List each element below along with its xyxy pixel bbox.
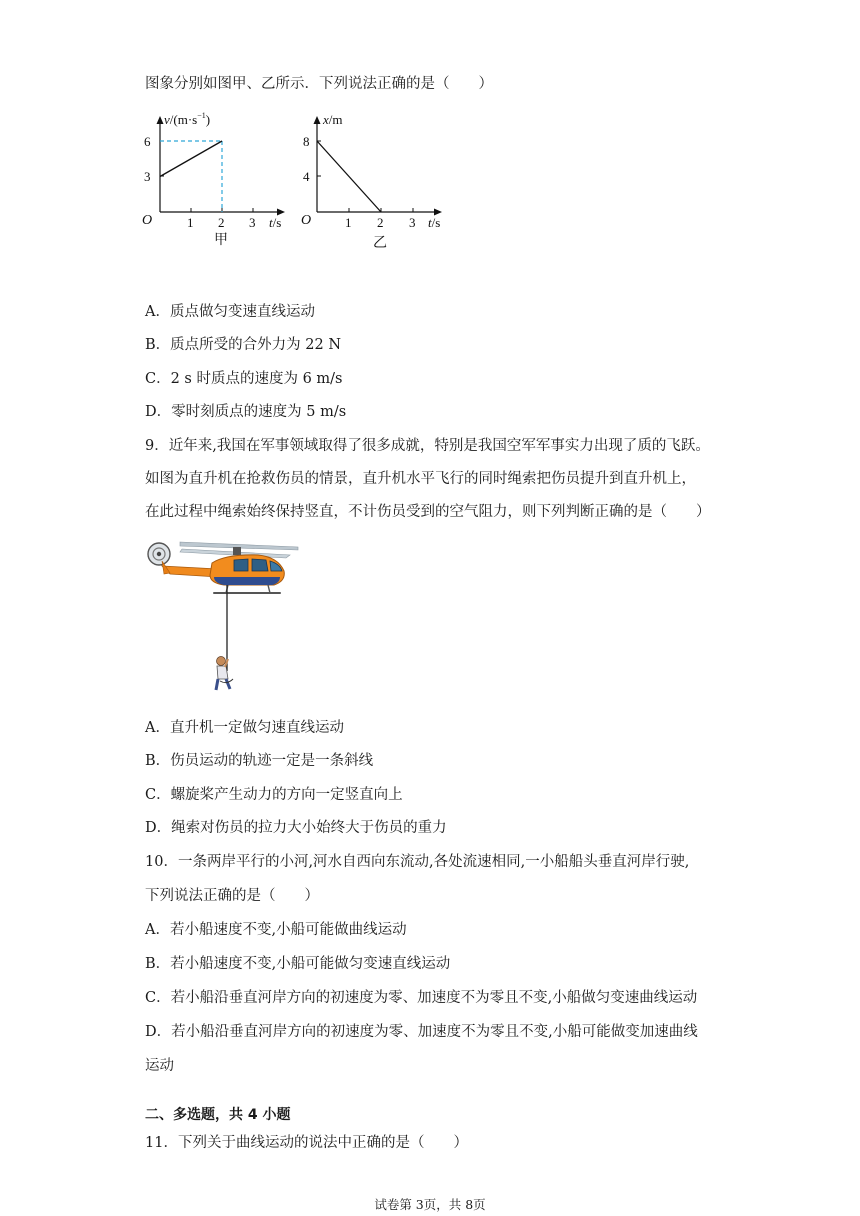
jia-y-tick-label-6: 6 bbox=[144, 134, 151, 149]
yi-y-tick-label-4: 4 bbox=[303, 169, 310, 184]
q11-stem: 11．下列关于曲线运动的说法中正确的是（ ） bbox=[145, 1135, 468, 1151]
section-2-heading: 二、多选题，共 4 小题 bbox=[145, 1107, 291, 1123]
yi-series-line bbox=[317, 141, 381, 212]
page-footer: 试卷第 3页，共 8页 bbox=[374, 1197, 486, 1212]
q10-option-d-continued: 运动 bbox=[145, 1058, 174, 1074]
yi-y-arrow bbox=[314, 116, 321, 124]
question-8-stem-tail: 图象分别如图甲、乙所示．下列说法正确的是（ ） bbox=[145, 76, 493, 92]
jia-x-tick-label-3: 3 bbox=[249, 215, 256, 230]
rotor-hub bbox=[233, 547, 241, 555]
yi-x-tick-label-1: 1 bbox=[345, 215, 352, 230]
q9-option-c: C．螺旋桨产生动力的方向一定竖直向上 bbox=[145, 787, 403, 803]
yi-y-label: x/m bbox=[323, 112, 343, 127]
yi-origin-label: O bbox=[301, 213, 312, 228]
jia-caption: 甲 bbox=[214, 233, 228, 248]
jia-series-line bbox=[160, 141, 222, 177]
figure-jia-vt-graph bbox=[140, 108, 290, 253]
jia-x-tick-label-1: 1 bbox=[187, 215, 194, 230]
q9-option-b: B．伤员运动的轨迹一定是一条斜线 bbox=[145, 753, 374, 769]
injured-person-body bbox=[217, 666, 228, 679]
jia-y-label: $v/(m\cdot s^{-1})$ bbox=[164, 111, 211, 127]
q8-option-a: A．质点做匀变速直线运动 bbox=[145, 304, 315, 320]
q9-stem-line-2: 如图为直升机在抢救伤员的情景，直升机水平飞行的同时绳索把伤员提升到直升机上， bbox=[145, 471, 696, 487]
q8-option-b: B．质点所受的合外力为 22 N bbox=[145, 337, 342, 353]
q9-stem-line-3: 在此过程中绳索始终保持竖直，不计伤员受到的空气阻力，则下列判断正确的是（ ） bbox=[145, 504, 711, 520]
q10-option-b: B．若小船速度不变,小船可能做匀变速直线运动 bbox=[145, 956, 451, 972]
q8-option-c: C．2 s 时质点的速度为 6 m/s bbox=[145, 371, 343, 387]
q9-option-d: D．绳索对伤员的拉力大小始终大于伤员的重力 bbox=[145, 820, 447, 836]
q10-option-d: D．若小船沿垂直河岸方向的初速度为零、加速度不为零且不变,小船可能做变加速曲线 bbox=[145, 1024, 698, 1040]
yi-x-tick-label-2: 2 bbox=[377, 215, 384, 230]
jia-y-arrow bbox=[157, 116, 164, 124]
figure-yi-xt-graph bbox=[297, 108, 452, 253]
injured-person-legs bbox=[216, 679, 230, 690]
q10-stem-line-1: 10．一条两岸平行的小河,河水自西向东流动,各处流速相同,一小船船头垂直河岸行驶, bbox=[145, 854, 690, 870]
q9-stem-line-1: 9．近年来,我国在军事领域取得了很多成就，特别是我国空军军事实力出现了质的飞跃。 bbox=[145, 438, 710, 454]
jia-x-tick-label-2: 2 bbox=[218, 215, 225, 230]
window-2 bbox=[252, 559, 268, 571]
q9-option-a: A．直升机一定做匀速直线运动 bbox=[145, 720, 344, 736]
yi-x-tick-label-3: 3 bbox=[409, 215, 416, 230]
q8-option-d: D．零时刻质点的速度为 5 m/s bbox=[145, 404, 347, 420]
q10-stem-line-2: 下列说法正确的是（ ） bbox=[145, 888, 319, 904]
jia-y-tick-label-3: 3 bbox=[144, 169, 151, 184]
q10-option-a: A．若小船速度不变,小船可能做曲线运动 bbox=[145, 922, 407, 938]
helicopter-rescue-illustration bbox=[140, 533, 310, 698]
q10-option-c: C．若小船沿垂直河岸方向的初速度为零、加速度不为零且不变,小船做匀变速曲线运动 bbox=[145, 990, 698, 1006]
window-1 bbox=[234, 559, 248, 571]
body-stripe bbox=[214, 577, 280, 585]
jia-origin-label: O bbox=[142, 213, 153, 228]
yi-y-tick-label-8: 8 bbox=[303, 134, 310, 149]
jia-x-label: t/s bbox=[269, 215, 282, 230]
injured-person-head bbox=[217, 657, 226, 666]
yi-x-label: t/s bbox=[428, 215, 441, 230]
yi-caption: 乙 bbox=[373, 236, 387, 251]
